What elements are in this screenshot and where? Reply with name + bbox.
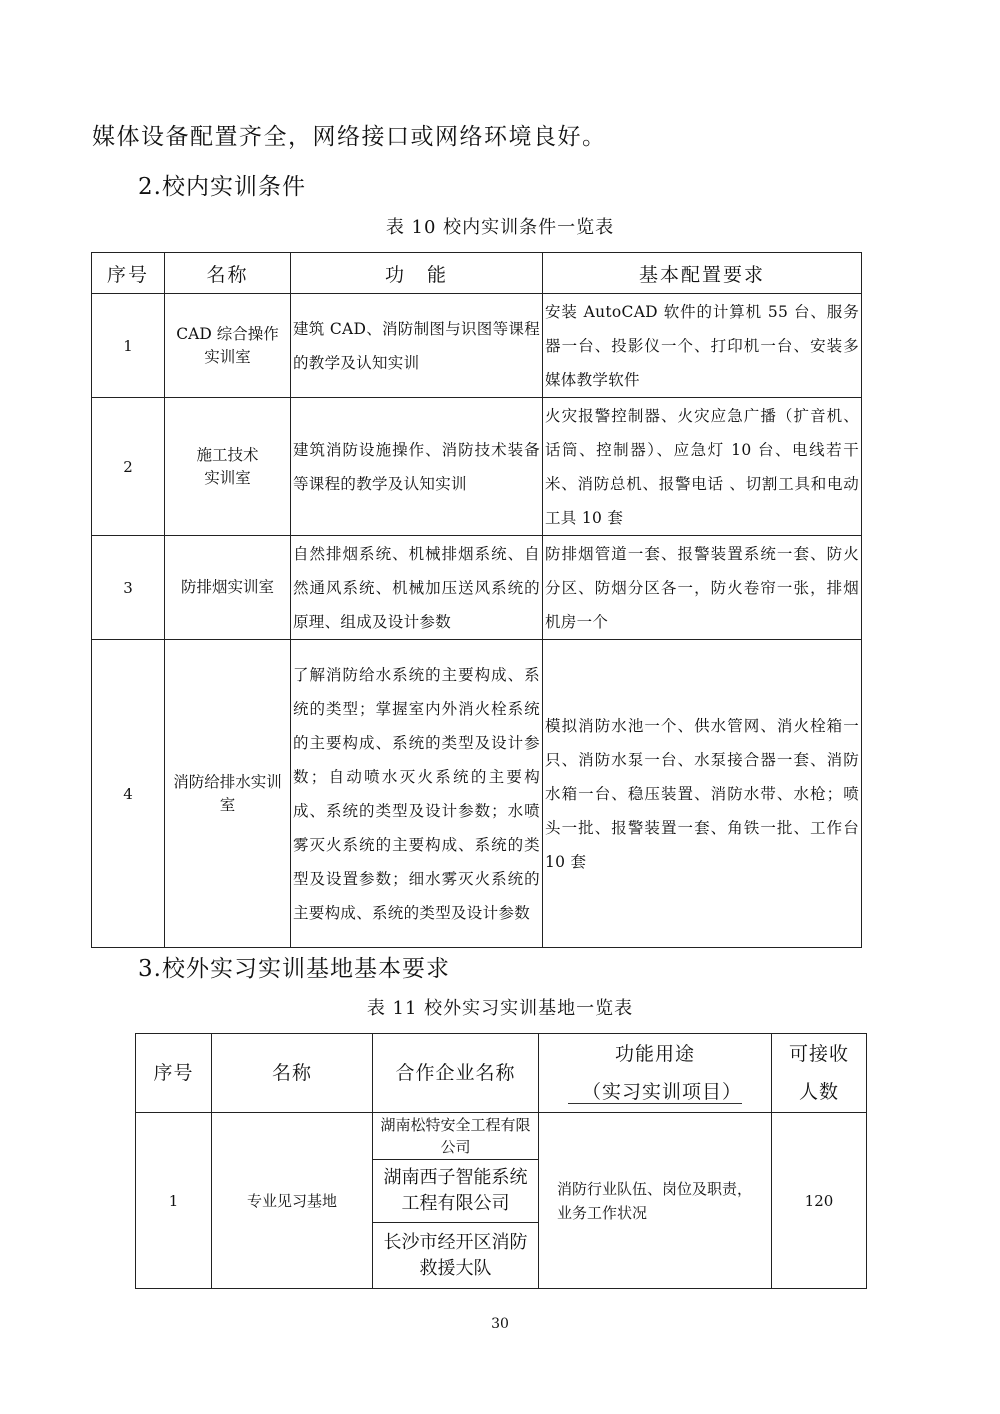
page-number: 30 (491, 1316, 509, 1332)
room-function: 自然排烟系统、机械排烟系统、自然通风系统、机械加压送风系统的原理、组成及设计参数 (291, 536, 543, 640)
partner-company: 长沙市经开区消防救援大队 (383, 1231, 528, 1279)
room-config: 安装 AutoCAD 软件的计算机 55 台、服务器一台、投影仪一个、打印机一台、安装多媒体教学软件 (543, 294, 862, 398)
header-cell: 序号 (92, 253, 165, 294)
table-row (136, 1113, 867, 1289)
base-function: 消防行业队伍、岗位及职责，业务工作状况 (539, 1113, 772, 1289)
header-cell: 序号 (136, 1034, 212, 1113)
row-number: 3 (92, 536, 165, 640)
room-function: 建筑消防设施操作、消防技术装备等课程的教学及认知实训 (291, 398, 543, 536)
row-number: 1 (92, 294, 165, 398)
header-cell: 合作企业名称 (373, 1034, 539, 1113)
room-config: 模拟消防水池一个、供水管网、消火栓箱一只、消防水泵一台、水泵接合器一套、消防水箱一台、稳压装置、消防水带、水枪；喷头一批、报警装置一套、角铁一批、工作台 10 套 (543, 640, 862, 948)
function-header-line1: 功能用途 (614, 1043, 695, 1065)
room-name: CAD 综合操作实训室 (165, 294, 291, 398)
header-cell (772, 1034, 867, 1113)
header-cell: 功 能 (291, 253, 543, 294)
partner-companies (373, 1113, 539, 1289)
room-name: 施工技术 实训室 (165, 398, 291, 536)
row-number: 2 (92, 398, 165, 536)
base-capacity: 120 (772, 1113, 867, 1289)
base-name: 专业见习基地 (212, 1113, 373, 1289)
section-heading-offcampus-base: 3.校外实习实训基地基本要求 (138, 956, 450, 982)
room-name: 防排烟实训室 (165, 536, 291, 640)
table-row (92, 536, 862, 640)
header-cell (539, 1034, 772, 1113)
section-heading-campus-training: 2.校内实训条件 (138, 174, 306, 200)
row-number: 1 (136, 1113, 212, 1289)
partner-company: 湖南松特安全工程有限公司 (373, 1113, 538, 1160)
row-number: 4 (92, 640, 165, 948)
table11-caption: 表 11 校外实习实训基地一览表 (366, 998, 634, 1019)
campus-training-table (91, 252, 862, 948)
room-config: 防排烟管道一套、报警装置系统一套、防火分区、防烟分区各一，防火卷帘一张，排烟机房一个 (543, 536, 862, 640)
capacity-header-line2: 人数 (798, 1081, 839, 1103)
function-header-line2: （实习实训项目） (568, 1081, 742, 1104)
room-config: 火灾报警控制器、火灾应急广播（扩音机、话筒、控制器）、应急灯 10 台、电线若干米、消防总机、报警电话 、切割工具和电动工具 10 套 (543, 398, 862, 536)
table10-caption: 表 10 校内实训条件一览表 (385, 217, 615, 238)
offcampus-base-table (135, 1033, 867, 1289)
table-header-row (92, 253, 862, 294)
room-name: 消防给排水实训室 (165, 640, 291, 948)
capacity-header-line1: 可接收 (788, 1043, 849, 1065)
table-row (92, 640, 862, 948)
header-cell: 基本配置要求 (543, 253, 862, 294)
partner-company: 湖南西子智能系统工程有限公司 (373, 1160, 538, 1223)
intro-paragraph: 媒体设备配置齐全，网络接口或网络环境良好。 (92, 124, 607, 150)
table-row (92, 294, 862, 398)
header-cell: 名称 (165, 253, 291, 294)
table-header-row (136, 1034, 867, 1113)
room-function: 了解消防给水系统的主要构成、系统的类型；掌握室内外消火栓系统的主要构成、系统的类型及设计参数；自动喷水灭火系统的主要构成、系统的类型及设计参数；水喷雾灭火系统的主要构成、系统的类型及设置参数；细水雾灭火系统的主要构成、系统的类型及设计参数 (291, 640, 543, 948)
header-cell: 名称 (212, 1034, 373, 1113)
room-function: 建筑 CAD、消防制图与识图等课程的教学及认知实训 (291, 294, 543, 398)
table-row (92, 398, 862, 536)
